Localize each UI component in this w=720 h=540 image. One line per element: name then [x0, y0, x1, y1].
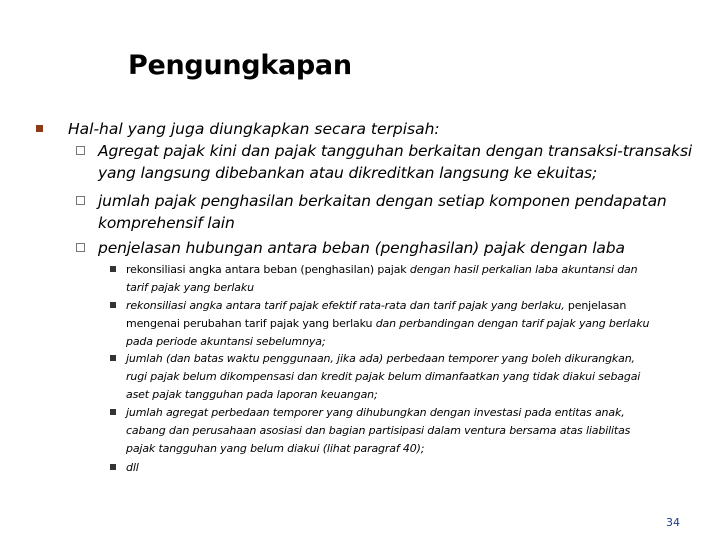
text-segment: jumlah (dan batas waktu penggunaan, jika ada) perbedaan temporer yang boleh dikurangkan, — [126, 352, 635, 365]
sub-sub-item-line — [126, 404, 688, 422]
text-segment: pajak tangguhan yang belum diakui (lihat paragraf 40); — [126, 442, 425, 455]
sub-item-text: komprehensif lain — [98, 214, 235, 232]
slide-title: Pengungkapan — [128, 50, 352, 81]
text-segment: dll — [126, 461, 139, 474]
square-bullet-icon — [110, 302, 116, 308]
checkbox-bullet-icon — [76, 196, 85, 205]
text-segment: dan perbandingan dengan tarif pajak yang berlaku — [375, 317, 650, 330]
sub-item-text: penjelasan hubungan antara beban (penghasilan) pajak dengan laba — [98, 239, 625, 257]
sub-sub-item-line — [126, 422, 688, 440]
page-number: 34 — [666, 516, 680, 529]
square-bullet-icon — [110, 464, 116, 470]
checkbox-bullet-icon — [76, 146, 85, 155]
sub-sub-item-line — [126, 261, 688, 279]
text-segment: jumlah agregat perbedaan temporer yang dihubungkan dengan investasi pada entitas anak, — [126, 406, 625, 419]
text-segment: rekonsiliasi angka antara beban (penghasilan) pajak — [126, 263, 410, 276]
text-segment: rugi pajak belum dikompensasi dan kredit pajak belum dimanfaatkan yang tidak diakui sebagai — [126, 370, 641, 383]
text-segment: aset pajak tangguhan pada laporan keuangan; — [126, 388, 378, 401]
square-bullet-icon — [110, 409, 116, 415]
text-segment: dengan hasil perkalian laba akuntansi dan — [409, 263, 638, 276]
sub-sub-item-line — [126, 459, 688, 477]
sub-item-text: Agregat pajak kini dan pajak tangguhan berkaitan dengan transaksi-transaksi — [98, 142, 693, 160]
square-bullet-icon — [36, 125, 43, 132]
square-bullet-icon — [110, 355, 116, 361]
sub-sub-item-line — [126, 350, 688, 368]
sub-sub-item-line — [126, 440, 688, 458]
sub-sub-item-line — [126, 279, 688, 297]
text-segment: rekonsiliasi angka antara tarif pajak efektif rata-rata dan tarif pajak yang berlaku, — [126, 299, 565, 312]
text-segment: penjelasan — [564, 299, 627, 312]
sub-sub-item-line — [126, 386, 688, 404]
sub-sub-item-line — [126, 297, 688, 315]
sub-item-text: jumlah pajak penghasilan berkaitan dengan setiap komponen pendapatan — [98, 192, 667, 210]
main-bullet-text: Hal-hal yang juga diungkapkan secara terpisah: — [68, 120, 440, 138]
square-bullet-icon — [110, 266, 116, 272]
text-segment: mengenai perubahan tarif pajak yang berlaku — [126, 317, 376, 330]
sub-item-text: yang langsung dibebankan atau dikreditkan langsung ke ekuitas; — [98, 164, 598, 182]
text-segment: pada periode akuntansi sebelumnya; — [126, 335, 326, 348]
sub-sub-item-line — [126, 368, 688, 386]
sub-sub-item-line — [126, 333, 688, 351]
text-segment: tarif pajak yang berlaku — [126, 281, 254, 294]
text-segment: cabang dan perusahaan asosiasi dan bagian partisipasi dalam ventura bersama atas liabilitas — [126, 424, 631, 437]
checkbox-bullet-icon — [76, 243, 85, 252]
sub-sub-item-line — [126, 315, 688, 333]
